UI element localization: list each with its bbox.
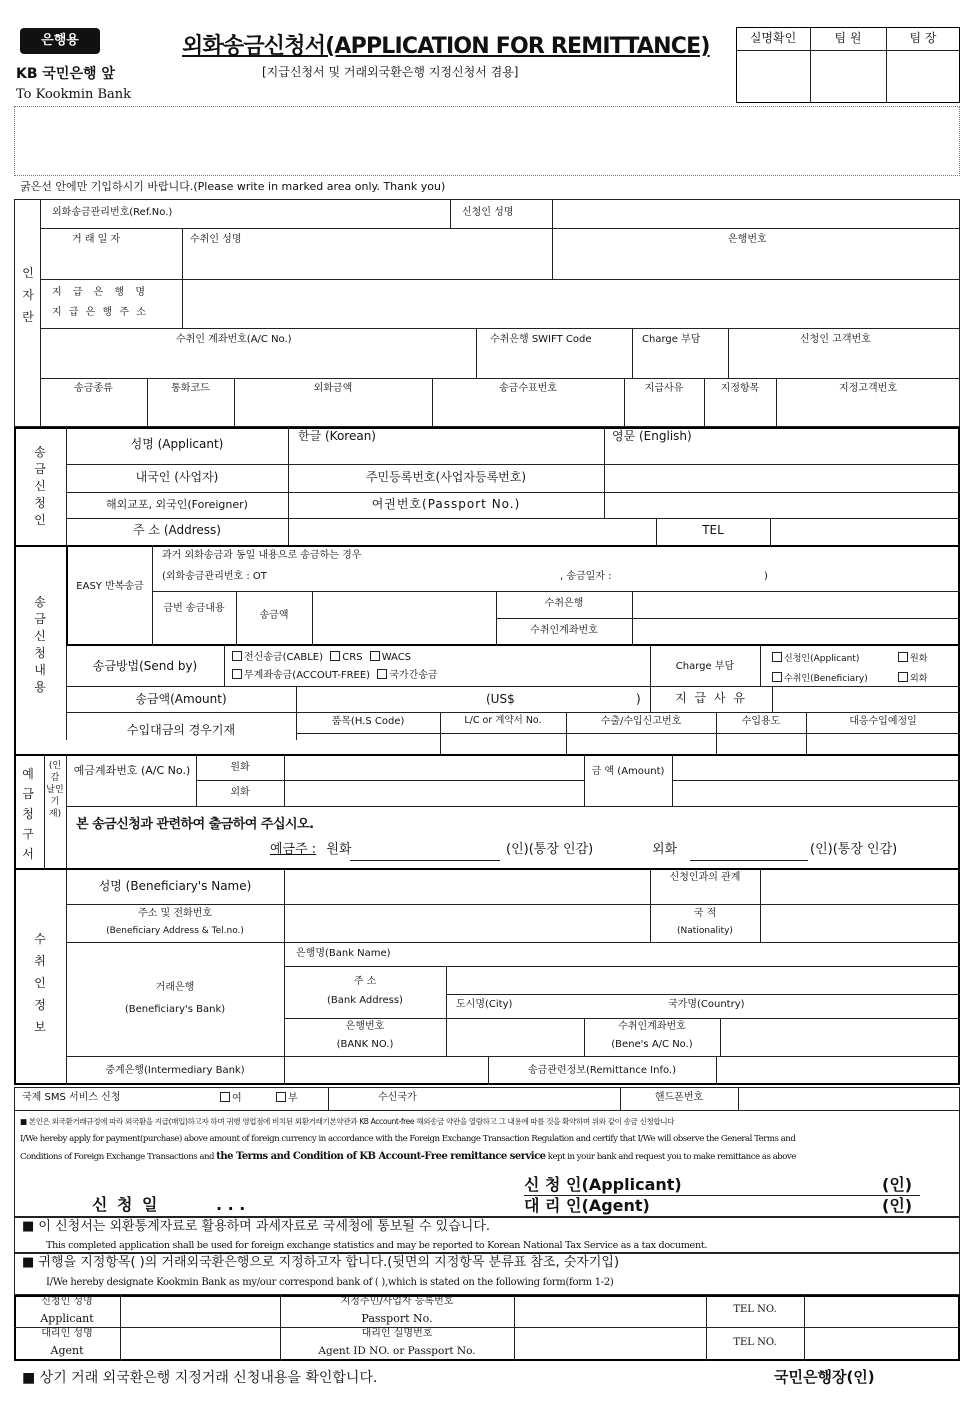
wacs-checkbox[interactable] [370, 651, 380, 661]
crs-checkbox[interactable] [330, 651, 340, 661]
bene-name-row: 성명 (Beneficiary's Name) [98, 879, 252, 893]
deposit-fx-label: 외화 [230, 787, 250, 798]
address-label: 주 소 (Address) [133, 523, 221, 537]
bene-acct-label: 수취인계좌번호 [618, 1021, 686, 1032]
deposit-side-label-2: (인감 날인 기재) [46, 761, 64, 819]
deposit-side-label: 예금청구서 [22, 767, 34, 861]
charge-krw [898, 652, 927, 664]
resident-label: 내국인 (사업자) [135, 470, 219, 484]
ref-no-label: 외화송금관리번호(Ref.No.) [52, 207, 173, 218]
deposit-amount-label: 금 액 (Amount) [591, 766, 665, 777]
remit-type-label: 송금종류 [74, 383, 113, 394]
branch-seal: 국민은행장(인) [774, 1368, 875, 1386]
sms-no-label: 부 [288, 1093, 298, 1104]
charge-beneficiary-label: 수취인(Beneficiary) [784, 674, 868, 684]
import-date-label: 대응수입예정일 [849, 716, 917, 727]
bottom-agent-id: 대리인 실명번호 [361, 1328, 433, 1339]
bottom-applicant-en: Applicant [40, 1312, 94, 1325]
sms-yes-label: 여 [232, 1093, 242, 1104]
content-side-label: 송금신청내용 [34, 595, 46, 694]
charge-krw-checkbox[interactable] [898, 652, 908, 662]
withdraw-request: 본 송금신청과 관련하여 출금하여 주십시오. [76, 817, 314, 832]
easy-label: EASY 반복송금 [76, 581, 144, 592]
signbox-staff: 팀 원 [834, 31, 862, 45]
past-remit-line: 과거 외화송금과 동일 내용으로 송금하는 경우 [162, 550, 362, 561]
beneficiary-side-label: 수취인정보 [34, 932, 46, 1034]
korean-name-label: 한글 (Korean) [298, 429, 376, 443]
bottom-id-no: 지정주민/사업자 등록번호 [340, 1296, 454, 1307]
sms-no [276, 1092, 298, 1105]
fx-amount-label: 외화금액 [313, 383, 353, 394]
import-use-label: 수입용도 [741, 716, 781, 727]
remit-info-label: 송금관련정보(Remittance Info.) [528, 1065, 676, 1076]
this-content-label: 금번 송금내용 [163, 603, 225, 614]
cross-border-label: 국가간송금 [389, 670, 438, 681]
applicant-name-row: 성명 (Applicant) [130, 437, 224, 451]
bene-bank-label: 거래은행 [155, 982, 195, 993]
account-free-label: 무계좌송금(ACCOUT-FREE) [244, 670, 371, 681]
bottom-applicant-name: 신청인 성명 [41, 1296, 93, 1307]
owner-fx: 외화 [652, 842, 678, 857]
ref-line: (외화송금관리번호 : OT [162, 571, 267, 582]
cross-border-checkbox[interactable] [377, 669, 387, 679]
swift-label: 수취은행 SWIFT Code [490, 334, 592, 345]
applicant-sign-label: 신 청 인(Applicant) [524, 1175, 682, 1194]
application-date-label: 신 청 일 [92, 1195, 160, 1214]
owner-krw: 원화 [326, 842, 352, 857]
city-label: 도시명(City) [456, 999, 513, 1010]
foreigner-label: 해외교포, 외국인(Foreigner) [106, 498, 248, 511]
cable-label: 전신송금(CABLE) [244, 652, 324, 663]
confirm-line: ■ 상기 거래 외국환은행 지정거래 신청내용을 확인합니다. [22, 1370, 378, 1386]
bottom-agent-en: Agent [50, 1344, 84, 1357]
amount-label: 송금액(Amount) [135, 692, 227, 706]
charge-applicant-label: 신청인(Applicant) [784, 654, 860, 664]
bottom-tel-1: TEL NO. [733, 1304, 777, 1315]
bene-name-label: 수취인 성명 [190, 234, 242, 245]
recv-bank-label: 수취은행 [544, 598, 584, 609]
declaration-no-label: 수출/수입신고번호 [600, 716, 682, 727]
hs-code-label: 품목(H.S Code) [331, 716, 405, 727]
bank-addr-en: (Bank Address) [327, 995, 403, 1006]
bank-use-badge: 은행용 [20, 28, 100, 54]
date-close: ) [764, 571, 768, 582]
application-date-dots: . . . [216, 1195, 246, 1214]
bottom-passport: Passport No. [361, 1312, 433, 1325]
pay-reason-row-label: 지 급 사 유 [675, 691, 747, 705]
applicant-name-label: 신청인 성명 [462, 207, 514, 218]
sms-label: 국제 SMS 서비스 신청 [22, 1092, 121, 1103]
designated-cust-label: 지정고객번호 [839, 383, 897, 394]
recv-acct-label: 수취인계좌번호 [530, 625, 598, 636]
english-name-label: 영문 (English) [612, 429, 692, 443]
relation-label: 신청인과의 관계 [669, 872, 741, 883]
print-area [14, 106, 960, 176]
kb-bank-line: KB 국민은행 앞 [16, 66, 115, 82]
tel-label: TEL [702, 523, 724, 537]
amount-short-label: 송금액 [259, 610, 289, 621]
charge-fx-checkbox[interactable] [898, 672, 908, 682]
charge-applicant [772, 652, 859, 664]
declaration-en-1: I/We hereby apply for payment(purchase) above amount of foreign currency in accordance with the Foreign Exchange Transaction Regulation and certify that I/We will observe the General Terms and [20, 1134, 796, 1144]
instruction-text: 굵은선 안에만 기입하시기 바랍니다.(Please write in marked area only. Thank you) [20, 180, 446, 193]
trade-date-label: 거 래 일 자 [72, 234, 121, 245]
decl-en-2c: kept in your bank and request you to make remittance as above [545, 1152, 796, 1162]
charge-fx [898, 672, 927, 684]
sms-row [14, 1087, 960, 1111]
decl-en-2b: the Terms and Condition of KB Account-Free remittance service [216, 1151, 546, 1162]
nationality-en: (Nationality) [677, 926, 733, 936]
cable-checkbox[interactable] [232, 651, 242, 661]
resident-no-label: 주민등록번호(사업자등록번호) [365, 470, 527, 484]
pay-bank-label: 지 급 은 행 명 [52, 287, 150, 298]
bank-addr-label: 주 소 [353, 976, 377, 987]
sms-no-checkbox[interactable] [276, 1092, 286, 1102]
crs-label: CRS [342, 652, 363, 663]
account-free-checkbox[interactable] [232, 669, 242, 679]
notice-stats-kr: ■ 이 신청서는 외환통계자료로 활용하며 과세자료로 국세청에 통보될 수 있습니다. [22, 1219, 491, 1234]
send-by-label: 송금방법(Send by) [92, 659, 198, 673]
form-title: 외화송금신청서(APPLICATION FOR REMITTANCE) [182, 34, 710, 59]
bene-acct-en: (Bene's A/C No.) [611, 1039, 693, 1050]
print-side-label: 인 자 란 [22, 266, 34, 324]
sms-yes [220, 1092, 242, 1105]
bottom-agent-name: 대리인 성명 [41, 1328, 93, 1339]
bene-addr-label: 주소 및 전화번호 [138, 908, 212, 919]
bank-no-row-label: 은행번호 [345, 1021, 385, 1032]
charge-fx-label: 외화 [910, 674, 928, 684]
import-note: 수입대금의 경우기재 [126, 723, 236, 737]
charge-applicant-checkbox[interactable] [772, 652, 782, 662]
bank-no-en: (BANK NO.) [336, 1039, 394, 1050]
signbox-identity: 실명확인 [749, 31, 797, 45]
notice-stats-en: This completed application shall be used for foreign exchange statistics and may be reported to Korean National Tax Service as a tax document. [46, 1240, 708, 1251]
sms-yes-checkbox[interactable] [220, 1092, 230, 1102]
seal-krw: (인)(통장 인감) [506, 842, 594, 857]
agent-sign-label: 대 리 인(Agent) [524, 1196, 650, 1215]
currency-close: ) [636, 692, 641, 706]
form-subtitle: [지급신청서 및 거래외국환은행 지정신청서 겸용] [262, 65, 519, 79]
notice-designate-en: I/We hereby designate Kookmin Bank as my/our correspond bank of ( ),which is stated on the following form(form 1-2) [46, 1277, 614, 1288]
to-bank-line: To Kookmin Bank [16, 87, 132, 102]
currency-code-label: 통화코드 [171, 383, 210, 394]
country-label: 국가명(Country) [668, 999, 745, 1010]
bene-bank-en: (Beneficiary's Bank) [124, 1004, 226, 1015]
signbox-manager: 팀 장 [909, 31, 937, 45]
deposit-acct-label: 예금계좌번호 (A/C No.) [73, 764, 191, 777]
agent-seal: (인) [882, 1196, 913, 1215]
charge-beneficiary-checkbox[interactable] [772, 672, 782, 682]
bank-no-label: 은행번호 [728, 234, 767, 245]
currency-label: (US$ [486, 692, 515, 706]
date-line: , 송금일자 : [560, 571, 612, 582]
decl-en-2a: Conditions of Foreign Exchange Transactions and [20, 1152, 217, 1162]
designation-label: 지정항목 [720, 383, 760, 394]
bottom-agent-id-en: Agent ID NO. or Passport No. [318, 1345, 476, 1357]
charge-beneficiary [772, 672, 868, 684]
sms-country-label: 수신국가 [378, 1092, 417, 1103]
sms-phone-label: 핸드폰번호 [654, 1092, 704, 1103]
owner-line [270, 843, 351, 858]
intermediary-label: 중계은행(Intermediary Bank) [105, 1065, 245, 1076]
bene-addr-en: (Beneficiary Address & Tel.no.) [106, 926, 244, 936]
charge-row-label: Charge 부담 [675, 661, 735, 672]
applicant-side-label: 송금신청인 [34, 445, 46, 527]
pay-bank-addr-label: 지 급 은 행 주 소 [52, 307, 148, 318]
bottom-tel-2: TEL NO. [733, 1337, 777, 1348]
declaration-kr: ■ 본인은 외국환거래규정에 따라 외국환을 지급(매입)하고자 하며 귀행 영업점에 비치된 외환거래기본약관과 KB Account-free 해외송금 약관을 열람하고 그 내용에 따를 것을 확약하며 위와 같이 송금 신청합니다 [20, 1117, 675, 1126]
passport-label: 여권번호(Passport No.) [371, 497, 521, 511]
declaration-en-2 [20, 1151, 956, 1162]
lc-no-label: L/C or 계약서 No. [464, 715, 542, 726]
owner-label: 예금주 : [270, 842, 317, 857]
applicant-seal: (인) [882, 1175, 913, 1194]
cust-no-label: 신청인 고객번호 [800, 334, 871, 345]
bank-name-label: 은행명(Bank Name) [296, 948, 391, 959]
method-row-2 [232, 669, 438, 682]
deposit-krw-label: 원화 [230, 762, 250, 773]
charge-krw-label: 원화 [910, 654, 928, 664]
acct-no-label: 수취인 계좌번호(A/C No.) [176, 334, 292, 345]
wacs-label: WACS [381, 652, 412, 663]
check-no-label: 송금수표번호 [499, 383, 557, 394]
pay-reason-label: 지급사유 [644, 383, 684, 394]
nationality-label: 국 적 [693, 908, 717, 919]
seal-fx: (인)(통장 인감) [810, 842, 898, 857]
notice-designate-kr: ■ 귀행을 지정항목( )의 거래외국환은행으로 지정하고자 합니다.(뒷면의 지정항목 분류표 참조, 숫자기입) [22, 1255, 620, 1270]
method-row-1 [232, 651, 411, 664]
charge-label: Charge 부담 [642, 334, 701, 345]
